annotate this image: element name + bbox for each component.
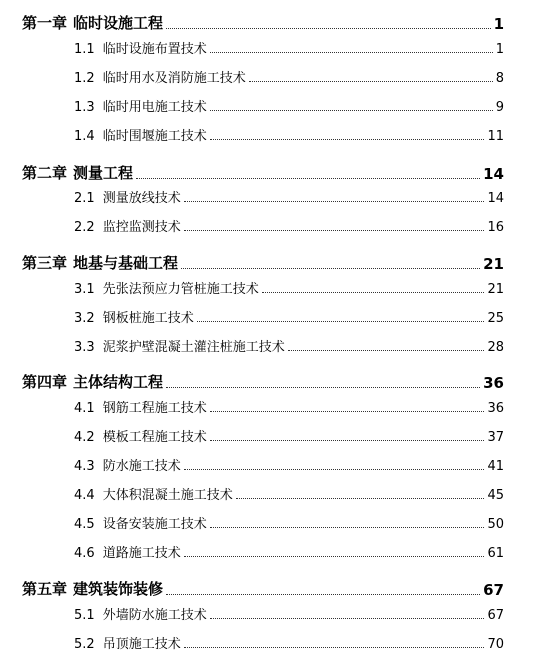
section-title: 临时围堰施工技术 [102, 129, 207, 144]
toc-section-1-4[interactable] [74, 126, 504, 144]
section-number: 3.2 [74, 311, 95, 326]
toc-chapter-4[interactable] [22, 372, 504, 392]
section-title: 泥浆护壁混凝土灌注桩施工技术 [102, 340, 285, 355]
section-number: 2.1 [74, 191, 95, 206]
section-page-number: 25 [487, 311, 504, 326]
section-number: 5.1 [74, 608, 95, 623]
section-number: 4.4 [74, 488, 95, 503]
section-title: 钢板桩施工技术 [102, 311, 194, 326]
section-page-number: 11 [487, 129, 504, 144]
section-page-number: 67 [487, 608, 504, 623]
toc-chapter-1[interactable] [22, 13, 504, 33]
dot-leader [210, 527, 485, 528]
section-page-number: 37 [487, 430, 504, 445]
chapter-title: 建筑装饰装修 [73, 580, 164, 598]
dot-leader [210, 139, 485, 140]
chapter-page-number: 36 [483, 374, 504, 392]
section-page-number: 14 [487, 191, 504, 206]
section-page-number: 1 [495, 42, 504, 57]
section-title: 大体积混凝土施工技术 [102, 488, 233, 503]
section-number: 2.2 [74, 220, 95, 235]
chapter-page-number: 1 [493, 15, 504, 33]
toc-chapter-2[interactable] [22, 163, 504, 183]
section-page-number: 9 [495, 100, 504, 115]
toc-section-2-1[interactable] [74, 188, 504, 206]
toc-section-1-1[interactable] [74, 39, 504, 57]
section-page-number: 70 [487, 637, 504, 652]
section-page-number: 8 [495, 71, 504, 86]
section-number: 4.3 [74, 459, 95, 474]
section-title: 先张法预应力管桩施工技术 [102, 282, 259, 297]
section-title: 临时设施布置技术 [102, 42, 207, 57]
dot-leader [210, 52, 493, 53]
section-number: 1.2 [74, 71, 95, 86]
dot-leader [166, 387, 480, 388]
dot-leader [166, 28, 491, 29]
section-number: 4.5 [74, 517, 95, 532]
dot-leader [210, 411, 485, 412]
toc-section-3-3[interactable] [74, 337, 504, 355]
chapter-title: 地基与基础工程 [73, 254, 179, 272]
section-number: 3.3 [74, 340, 95, 355]
toc-section-4-3[interactable] [74, 456, 504, 474]
section-title: 防水施工技术 [102, 459, 181, 474]
section-page-number: 36 [487, 401, 504, 416]
chapter-number: 第四章 [22, 373, 68, 391]
section-title: 道路施工技术 [102, 546, 181, 561]
chapter-title: 主体结构工程 [73, 373, 164, 391]
chapter-number: 第五章 [22, 580, 68, 598]
section-number: 4.1 [74, 401, 95, 416]
dot-leader [166, 594, 480, 595]
section-title: 临时用电施工技术 [102, 100, 207, 115]
toc-section-1-2[interactable] [74, 68, 504, 86]
section-title: 外墙防水施工技术 [102, 608, 207, 623]
section-number: 1.1 [74, 42, 95, 57]
section-title: 设备安装施工技术 [102, 517, 207, 532]
section-page-number: 41 [487, 459, 504, 474]
toc-section-1-3[interactable] [74, 97, 504, 115]
dot-leader [184, 469, 485, 470]
toc-section-5-1[interactable] [74, 605, 504, 623]
toc-section-4-2[interactable] [74, 427, 504, 445]
toc-section-3-2[interactable] [74, 308, 504, 326]
dot-leader [249, 81, 493, 82]
toc-section-4-6[interactable] [74, 543, 504, 561]
toc-section-2-2[interactable] [74, 217, 504, 235]
section-number: 5.2 [74, 637, 95, 652]
chapter-number: 第二章 [22, 164, 68, 182]
chapter-page-number: 21 [483, 255, 504, 273]
toc-section-4-5[interactable] [74, 514, 504, 532]
toc-section-3-1[interactable] [74, 279, 504, 297]
section-title: 模板工程施工技术 [102, 430, 207, 445]
section-title: 测量放线技术 [102, 191, 181, 206]
chapter-number: 第三章 [22, 254, 68, 272]
section-number: 4.6 [74, 546, 95, 561]
section-number: 4.2 [74, 430, 95, 445]
chapter-page-number: 67 [483, 581, 504, 599]
section-page-number: 45 [487, 488, 504, 503]
section-number: 1.4 [74, 129, 95, 144]
chapter-title: 临时设施工程 [73, 14, 164, 32]
section-title: 临时用水及消防施工技术 [102, 71, 246, 86]
chapter-page-number: 14 [483, 165, 504, 183]
dot-leader [288, 350, 485, 351]
dot-leader [184, 230, 485, 231]
dot-leader [197, 321, 485, 322]
dot-leader [210, 110, 493, 111]
dot-leader [181, 268, 480, 269]
dot-leader [210, 618, 485, 619]
section-title: 吊顶施工技术 [102, 637, 181, 652]
section-page-number: 50 [487, 517, 504, 532]
toc-chapter-5[interactable] [22, 579, 504, 599]
chapter-number: 第一章 [22, 14, 68, 32]
dot-leader [184, 201, 485, 202]
section-title: 钢筋工程施工技术 [102, 401, 207, 416]
toc-section-4-4[interactable] [74, 485, 504, 503]
section-number: 3.1 [74, 282, 95, 297]
section-page-number: 21 [487, 282, 504, 297]
toc-section-5-2[interactable] [74, 634, 504, 652]
section-number: 1.3 [74, 100, 95, 115]
section-page-number: 16 [487, 220, 504, 235]
dot-leader [184, 647, 485, 648]
dot-leader [136, 178, 480, 179]
section-page-number: 28 [487, 340, 504, 355]
section-page-number: 61 [487, 546, 504, 561]
dot-leader [210, 440, 485, 441]
chapter-title: 测量工程 [73, 164, 134, 182]
toc-chapter-3[interactable] [22, 253, 504, 273]
dot-leader [236, 498, 485, 499]
dot-leader [262, 292, 485, 293]
toc-section-4-1[interactable] [74, 398, 504, 416]
dot-leader [184, 556, 485, 557]
section-title: 监控监测技术 [102, 220, 181, 235]
